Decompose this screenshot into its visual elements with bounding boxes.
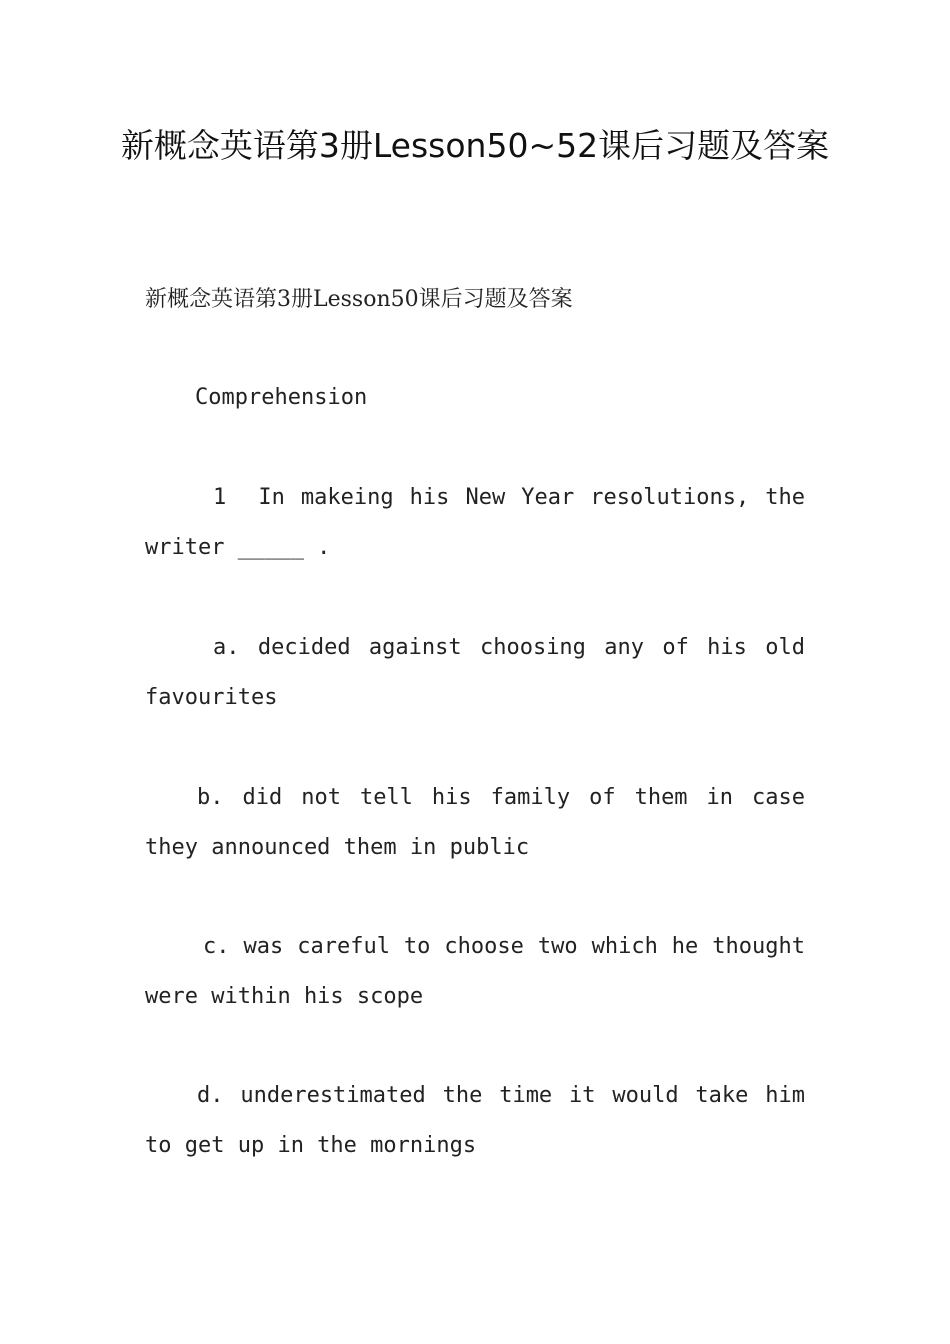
- option-text: underestimated the time it would take him to get up in the mornings: [145, 1083, 805, 1158]
- option-c: [145, 922, 805, 1022]
- option-d: [145, 1071, 805, 1171]
- question-number: 1: [213, 485, 227, 510]
- option-b: [145, 773, 805, 873]
- option-label: c.: [203, 934, 230, 959]
- option-text: did not tell his family of them in case they announced them in public: [145, 785, 806, 860]
- question-text: In makeing his New Year resolutions, the writer _____ .: [145, 485, 805, 560]
- document-title: 新概念英语第3册Lesson50~52课后习题及答案: [120, 126, 830, 165]
- option-text: decided against choosing any of his old favourites: [145, 635, 805, 710]
- option-text: was careful to choose two which he thought were within his scope: [145, 934, 806, 1009]
- option-label: d.: [197, 1083, 224, 1108]
- option-label: b.: [197, 785, 224, 810]
- lesson-subtitle: 新概念英语第3册Lesson50课后习题及答案: [145, 287, 573, 312]
- option-a: [145, 623, 805, 723]
- option-label: a.: [213, 635, 240, 660]
- section-heading: Comprehension: [195, 385, 368, 410]
- question-1: [145, 473, 805, 573]
